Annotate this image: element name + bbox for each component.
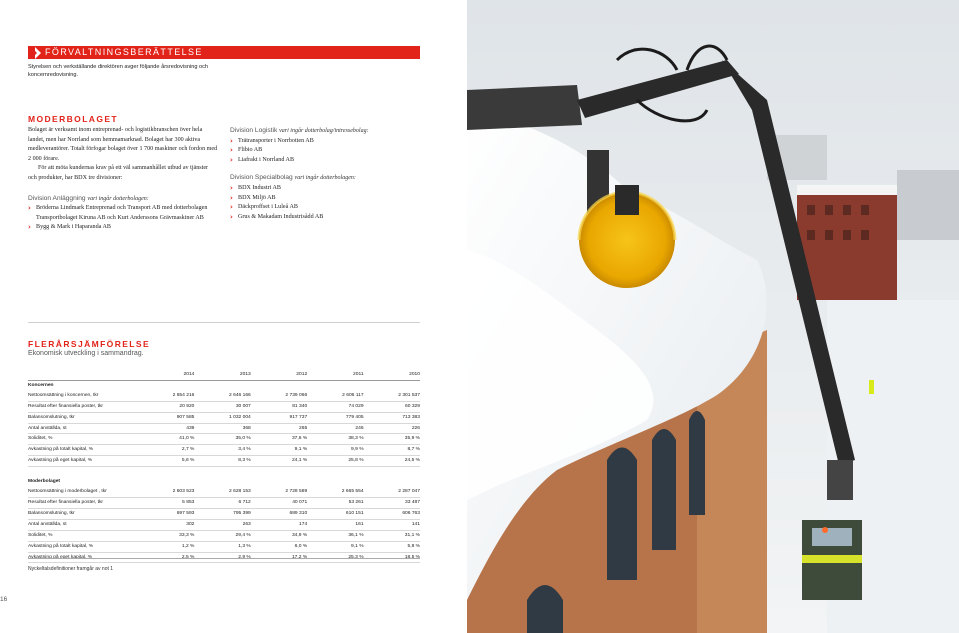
division-specialbolag-heading: Division Specialbolag vari ingår dotterbolagen: [230, 174, 356, 182]
table-cell: 606 763 [364, 508, 420, 519]
table-cell: 20 920 [138, 401, 194, 412]
table-row [28, 497, 420, 508]
table-cell: 29,4 % [194, 530, 250, 541]
table-cell: 174 [251, 519, 307, 530]
table-cell: 24,5 % [364, 456, 420, 467]
table-cell: 35,0 % [194, 434, 250, 445]
table-cell: 689 310 [251, 508, 307, 519]
row-label: Nettoomsättning i koncernen, tkr [28, 391, 138, 401]
footnote: Nyckeltalsdefinitioner framgår av not 1 [28, 566, 114, 572]
table-row [28, 423, 420, 434]
table-header-row [28, 370, 420, 380]
row-label: Balansomslutning, tkr [28, 508, 138, 519]
table-cell: 263 [194, 519, 250, 530]
chevron-right-icon: › [230, 146, 233, 155]
table-cell: 9,1 % [307, 541, 363, 552]
row-label: Balansomslutning, tkr [28, 412, 138, 423]
table-cell: 25,8 % [307, 456, 363, 467]
chevron-right-icon: › [230, 212, 233, 221]
year-header: 2012 [251, 370, 307, 380]
chevron-right-icon: › [230, 193, 233, 202]
table-cell: 81 340 [251, 401, 307, 412]
table-cell: 9,9 % [307, 445, 363, 456]
table-cell: 161 [307, 519, 363, 530]
row-label: Antal anställda, st [28, 519, 138, 530]
section-title: FÖRVALTNINGSBERÄTTELSE [45, 47, 203, 57]
table-row [28, 541, 420, 552]
photo-snow-removal [467, 0, 959, 633]
table-cell: 2 301 537 [364, 391, 420, 401]
photo-illustration [467, 0, 959, 633]
financial-table [28, 370, 420, 563]
table-cell: 1,2 % [138, 541, 194, 552]
table-row [28, 412, 420, 423]
table-group-row [28, 477, 420, 487]
table-cell: 33,3 % [138, 530, 194, 541]
table-row [28, 519, 420, 530]
table-cell: 713 383 [364, 412, 420, 423]
intro-text: Styrelsen och verkställande direktören avger följande årsredovisning och koncernredovisning. [28, 64, 209, 78]
table-cell: 53 261 [307, 497, 363, 508]
table-cell: 30 007 [194, 401, 250, 412]
table-cell: 2 739 066 [251, 391, 307, 401]
list-item: › Flibio AB [230, 146, 263, 155]
table-cell: 2 628 153 [194, 487, 250, 497]
table-cell: 779 405 [307, 412, 363, 423]
table-cell: 2 665 554 [307, 487, 363, 497]
table-cell: 302 [138, 519, 194, 530]
table-cell: 41,0 % [138, 434, 194, 445]
divider [28, 558, 420, 559]
table-spacer [28, 467, 420, 478]
list-item: › Trätransporter i Norrbotten AB [230, 136, 314, 145]
chevron-right-icon: › [230, 136, 233, 145]
table-row [28, 456, 420, 467]
table-cell: 439 [138, 423, 194, 434]
table-cell: 907 585 [138, 412, 194, 423]
table-row [28, 487, 420, 497]
moderbolaget-paragraph-2: För att möta kundernas krav på ett väl sammanhållet utbud av tjänster och produkter, har BDX tre divisioner: [28, 165, 209, 181]
table-row [28, 508, 420, 519]
list-item: › Grus & Makadam Industrisådd AB [230, 212, 324, 221]
row-label: Soliditet, % [28, 434, 138, 445]
year-header: 2010 [364, 370, 420, 380]
right-column [230, 126, 420, 222]
chevron-right-icon: › [230, 155, 233, 164]
table-cell: 6 712 [194, 497, 250, 508]
list-item: › BDX Miljö AB [230, 193, 276, 202]
chevron-right-icon: › [28, 223, 31, 232]
row-label: Avkastning på totalt kapital, % [28, 445, 138, 456]
table-cell: 3,4 % [194, 445, 250, 456]
division-logistik-heading: Division Logistik vari ingår dotterbolag/intressebolag: [230, 127, 369, 134]
year-header: 2013 [194, 370, 250, 380]
group-label: Moderbolaget [28, 479, 61, 485]
row-label: Avkastning på eget kapital, % [28, 456, 138, 467]
table-cell: 18,5 % [364, 552, 420, 563]
year-header: 2011 [307, 370, 363, 380]
row-label: Resultat efter finansiella poster, tkr [28, 401, 138, 412]
flerars-heading: FLERÅRSJÄMFÖRELSE [28, 339, 151, 349]
table-cell: 17,2 % [251, 552, 307, 563]
list-item: › BDX Industri AB [230, 183, 281, 192]
row-label: Avkastning på totalt kapital, % [28, 541, 138, 552]
chevron-right-icon: › [230, 183, 233, 192]
table-cell: 6,0 % [251, 541, 307, 552]
table-cell: 34,9 % [251, 530, 307, 541]
left-page [0, 0, 467, 633]
table-cell: 24,1 % [251, 456, 307, 467]
table-cell: 2 603 523 [138, 487, 194, 497]
table-cell: 2 646 166 [194, 391, 250, 401]
table-cell: 141 [364, 519, 420, 530]
table-cell: 2,7 % [138, 445, 194, 456]
table-cell: 60 329 [364, 401, 420, 412]
table-cell: 40 071 [251, 497, 307, 508]
list-item: › Liafrakt i Norrland AB [230, 155, 295, 164]
table-cell: 5,6 % [138, 456, 194, 467]
table-cell: 2 654 216 [138, 391, 194, 401]
divider [28, 322, 420, 323]
section-header-bar [28, 46, 420, 59]
row-label: Avkastning på eget kapital, % [28, 552, 138, 563]
table-cell: 917 737 [251, 412, 307, 423]
row-label: Soliditet, % [28, 530, 138, 541]
table-cell: 74 029 [307, 401, 363, 412]
table-cell: 2 728 589 [251, 487, 307, 497]
chevron-right-icon: › [230, 203, 233, 212]
chevron-right-icon [35, 47, 41, 59]
moderbolaget-heading: MODERBOLAGET [28, 114, 118, 124]
table-row [28, 401, 420, 412]
row-label: Resultat efter finansiella poster, tkr [28, 497, 138, 508]
table-group-row [28, 380, 420, 390]
table-cell: 36,1 % [307, 530, 363, 541]
page-number: 16 [0, 596, 8, 603]
group-label: Koncernen [28, 382, 54, 388]
table-row [28, 530, 420, 541]
table-cell: 2 287 047 [364, 487, 420, 497]
table-row [28, 445, 420, 456]
table-cell: 38,3 % [307, 434, 363, 445]
table-cell: 35,9 % [364, 434, 420, 445]
table-cell: 1 032 004 [194, 412, 250, 423]
table-header-cell [28, 370, 138, 380]
left-column [28, 126, 218, 233]
table-cell: 2 606 117 [307, 391, 363, 401]
table-cell: 8,7 % [364, 445, 420, 456]
table-cell: 610 151 [307, 508, 363, 519]
table-cell: 25,3 % [307, 552, 363, 563]
year-header: 2014 [138, 370, 194, 380]
moderbolaget-paragraph-1: Bolaget är verksamt inom entreprenad- och logistikbranschen över hela landet, men har Norrland som hemmamarknad. Bolaget har 300 aktiva medleverantörer. Totalt förfogar bolaget över 1 700 maskiner och fordon med 2 000 förare. [28, 127, 218, 162]
table-cell: 31,1 % [364, 530, 420, 541]
table-cell: 2,5 % [138, 552, 194, 563]
table-cell: 1,3 % [194, 541, 250, 552]
table-cell: 246 [307, 423, 363, 434]
table-row [28, 434, 420, 445]
table-cell: 226 [364, 423, 420, 434]
table-row [28, 391, 420, 401]
table-cell: 37,6 % [251, 434, 307, 445]
table-cell: 697 593 [138, 508, 194, 519]
table-cell: 795 399 [194, 508, 250, 519]
row-label: Nettoomsättning i moderbolaget , tkr [28, 487, 138, 497]
table-cell: 8,3 % [194, 456, 250, 467]
table-cell: 265 [251, 423, 307, 434]
table-cell: 368 [194, 423, 250, 434]
list-item: › Bröderna Lindmark Entreprenad och Transport AB med dotterbolagen Transportbolaget Kiruna AB och Kurt Anderssons Grävmaskiner AB [28, 204, 208, 221]
table-cell: 2,9 % [194, 552, 250, 563]
row-label: Antal anställda, st [28, 423, 138, 434]
flerars-subheading: Ekonomisk utveckling i sammandrag. [28, 350, 144, 357]
table-cell: 33 487 [364, 497, 420, 508]
chevron-right-icon: › [28, 204, 31, 213]
list-item: › Däckproffset i Luleå AB [230, 203, 298, 212]
table-cell: 9,1 % [251, 445, 307, 456]
division-anlaggning-heading: Division Anläggning vari ingår dotterbolagen: [28, 194, 149, 202]
list-item: › Bygg & Mark i Haparanda AB [28, 223, 111, 232]
table-cell: 5,8 % [364, 541, 420, 552]
table-cell: 5 853 [138, 497, 194, 508]
